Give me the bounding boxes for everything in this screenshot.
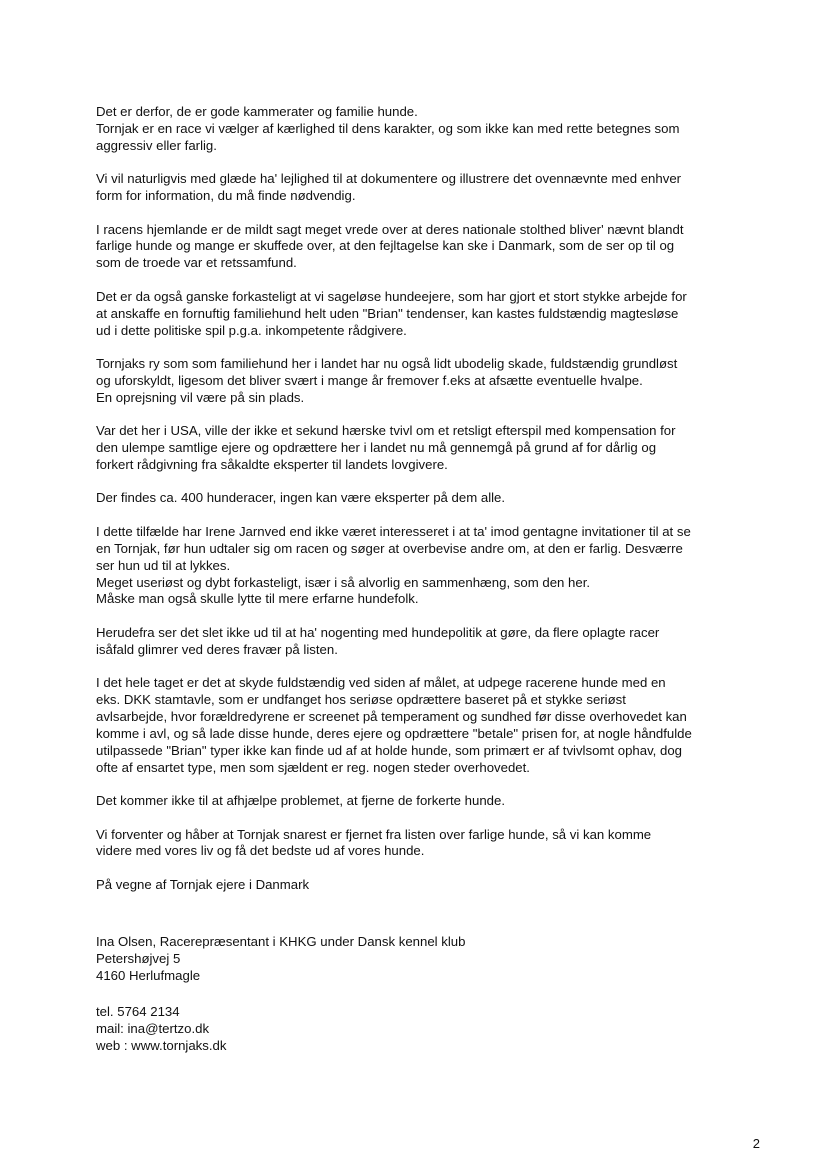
text-line: isåfald glimrer ved deres fravær på listen. — [96, 641, 338, 657]
street-address: Petershøjvej 5 — [96, 950, 181, 966]
paragraph — [96, 222, 766, 273]
text-line: Vi vil naturligvis med glæde ha' lejlighed til at dokumentere og illustrere det ovennævnte med enhver — [96, 171, 682, 187]
text-line: form for information, du må finde nødvendig. — [96, 188, 356, 204]
text-line: I racens hjemlande er de mildt sagt meget vrede over at deres nationale stolthed bliver' nævnt blandt — [96, 221, 684, 237]
text-line: den ulempe samtlige ejere og opdrættere her i landet nu må gennemgå på grund af for dårlig og — [96, 440, 657, 456]
text-line: Der findes ca. 400 hunderacer, ingen kan være eksperter på dem alle. — [96, 490, 506, 506]
paragraph — [96, 827, 766, 861]
text-line: komme i avl, og så lade disse hunde, deres ejere og opdrættere "betale" prisen for, at nogle håndfulde — [96, 725, 692, 741]
text-line: eks. DKK stamtavle, som er undfanget hos seriøse opdrættere baseret på et stykke seriøst — [96, 692, 626, 708]
text-line: videre med vores liv og få det bedste ud af vores hunde. — [96, 843, 425, 859]
paragraph — [96, 356, 766, 407]
text-line: ofte af ensartet type, men som sjældent er reg. nogen steder overhovedet. — [96, 759, 530, 775]
text-line: På vegne af Tornjak ejere i Danmark — [96, 876, 310, 892]
text-line: Herudefra ser det slet ikke ud til at ha' nogenting med hundepolitik at gøre, da flere oplagte racer — [96, 624, 660, 640]
text-line: at anskaffe en fornuftig familiehund helt uden "Brian" tendenser, kan kastes fuldstændig magtesløse — [96, 305, 679, 321]
paragraph — [96, 793, 766, 810]
postal-city: 4160 Herlufmagle — [96, 967, 201, 983]
text-line: I dette tilfælde har Irene Jarnved end ikke været interesseret i at ta' imod gentagne invitationer til at se — [96, 523, 691, 539]
sender-name: Ina Olsen, Racerepræsentant i KHKG under Dansk kennel klub — [96, 933, 466, 949]
paragraph — [96, 289, 766, 340]
text-line: utilpassede "Brian" typer ikke kan finde ud af at holde hunde, som primært er af tvivlsomt ophav, dog — [96, 742, 683, 758]
paragraph — [96, 490, 766, 507]
text-line: Måske man også skulle lytte til mere erfarne hundefolk. — [96, 591, 419, 607]
text-line: farlige hunde og mange er skuffede over, at den fejltagelse kan ske i Danmark, som de ser op til og — [96, 238, 675, 254]
email-address: mail: ina@tertzo.dk — [96, 1021, 210, 1037]
sender-address — [96, 934, 766, 985]
page-number: 2 — [752, 1136, 760, 1151]
paragraph — [96, 171, 766, 205]
text-line: Det kommer ikke til at afhjælpe problemet, at fjerne de forkerte hunde. — [96, 793, 506, 809]
paragraph — [96, 625, 766, 659]
text-line: en Tornjak, før hun udtaler sig om racen og søger at overbevise andre om, at den er farlig. Desværre — [96, 540, 683, 556]
text-line: ud i dette politiske spil p.g.a. inkompetente rådgivere. — [96, 322, 407, 338]
text-line: I det hele taget er det at skyde fuldstændig ved siden af målet, at udpege racerene hunde med en — [96, 675, 666, 691]
text-line: Tornjak er en race vi vælger af kærlighed til dens karakter, og som ikke kan med rette betegnes som — [96, 120, 680, 136]
paragraph — [96, 675, 766, 776]
text-line: En oprejsning vil være på sin plads. — [96, 389, 305, 405]
paragraph — [96, 524, 766, 609]
text-line: Var det her i USA, ville der ikke et sekund hærske tvivl om et retsligt efterspil med kompensation for — [96, 423, 676, 439]
text-line: Meget useriøst og dybt forkasteligt, især i så alvorlig en sammenhæng, som den her. — [96, 574, 591, 590]
phone-number: tel. 5764 2134 — [96, 1004, 180, 1020]
text-line: avlsarbejde, hvor forældredyrene er screenet på temperament og sundhed før disse overhovedet kan — [96, 708, 687, 724]
text-line: forkert rådgivning fra såkaldte eksperter til landets lovgivere. — [96, 457, 448, 472]
website-address: web : www.tornjaks.dk — [96, 1038, 227, 1054]
closing-line — [96, 877, 766, 894]
text-line: Det er derfor, de er gode kammerater og familie hunde. — [96, 104, 418, 119]
sender-contact — [96, 1004, 766, 1055]
text-line: ser hun ud til at lykkes. — [96, 557, 231, 573]
paragraph — [96, 423, 766, 474]
text-line: Det er da også ganske forkasteligt at vi sageløse hundeejere, som har gjort et stort stykke arbejde for — [96, 288, 687, 304]
text-line: Tornjaks ry som som familiehund her i landet har nu også lidt ubodelig skade, fuldstændig grundløst — [96, 355, 678, 371]
signature-block — [96, 934, 766, 1055]
text-line: som de troede var et retssamfund. — [96, 255, 297, 271]
text-line: Vi forventer og håber at Tornjak snarest er fjernet fra listen over farlige hunde, så vi kan komme — [96, 826, 652, 842]
text-line: aggressiv eller farlig. — [96, 137, 217, 153]
letter-body — [96, 104, 766, 1072]
paragraph — [96, 104, 766, 155]
text-line: og uforskyldt, ligesom det bliver svært i mange år fremover f.eks at afsætte eventuelle hvalpe. — [96, 372, 643, 388]
